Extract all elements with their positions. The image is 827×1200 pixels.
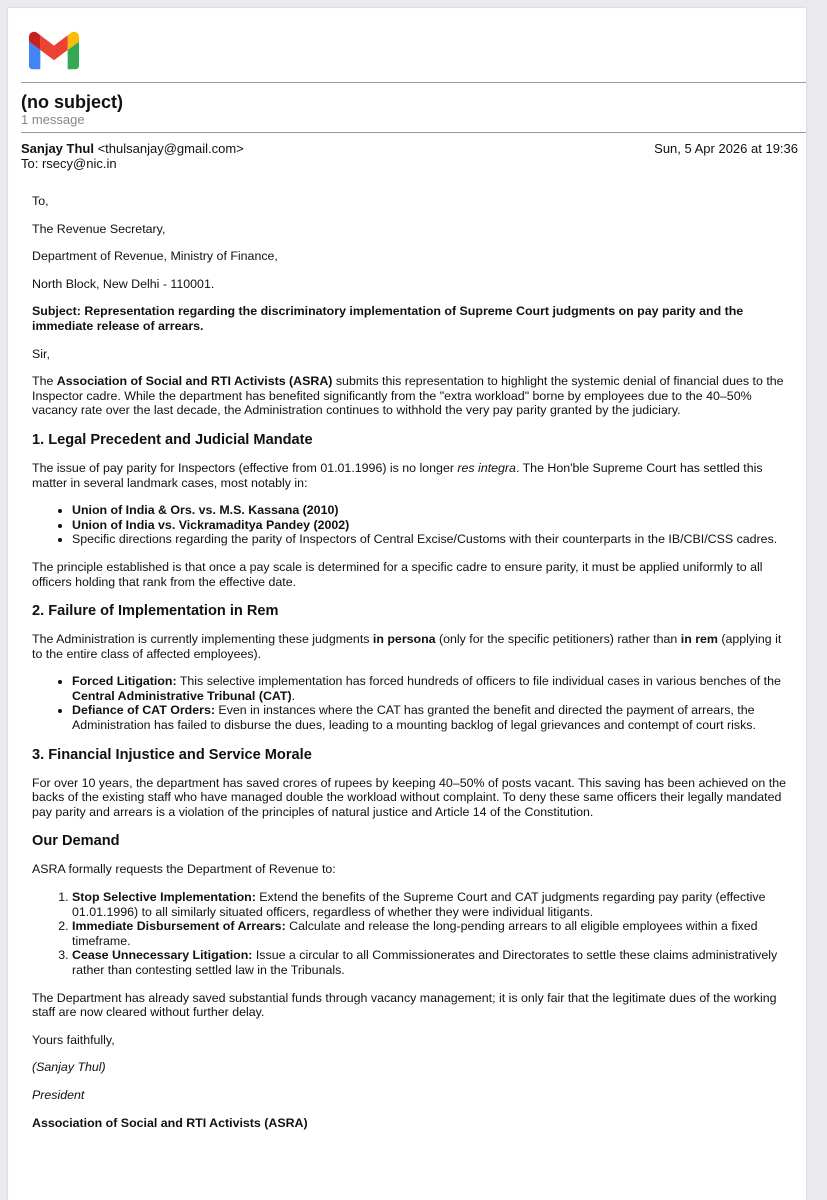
letter-subject-text: Subject: Representation regarding the discriminatory implementation of Supreme Court judgments on pay parity and the immediate release of arrears. [32, 304, 744, 333]
case-name: Union of India & Ors. vs. M.S. Kassana (2010) [72, 503, 339, 518]
signature-title-text: President [32, 1087, 85, 1102]
signature-title [32, 1088, 790, 1103]
signature-org [32, 1116, 790, 1131]
italic-term: res integra [457, 460, 516, 475]
address-line: Department of Revenue, Ministry of Finance, [32, 249, 278, 264]
text: Issue a circular to all Commissionerates and Directorates to settle these claims administratively rather than contesting settled law in the Tribunals. [72, 948, 778, 977]
section-paragraph: The principle established is that once a pay scale is determined for a specific cadre to ensure parity, it must be applied uniformly to all officers holding that rank from the effective date. [32, 559, 763, 589]
list-item [72, 503, 790, 518]
section-heading: 3. Financial Injustice and Service Morale [32, 746, 312, 763]
list-item [72, 518, 790, 533]
issue-list [32, 674, 790, 732]
greeting: Sir, [32, 346, 50, 361]
text: The issue of pay parity for Inspectors (effective from 01.01.1996) is no longer [32, 460, 458, 475]
salutation-to: To, [32, 194, 49, 208]
list-item [72, 919, 790, 948]
case-list [32, 503, 790, 547]
text: (only for the specific petitioners) rather than [435, 632, 681, 647]
valediction: Yours faithfully, [32, 1032, 115, 1047]
text: submits this representation to highlight the systemic denial of financial dues to the Inspector cadre. While the department has benefited significantly from the "extra workload" borne by employees due to the 40–50% vacancy rate over the last decade, the Administration continues to withhold the very pay parity granted by the judiciary. [32, 374, 784, 418]
text: Extend the benefits of the Supreme Court and CAT judgments regarding pay parity (effective 01.01.1996) to all similarly situated officers, regardless of whether they were individual litigants. [72, 890, 766, 919]
list-item [72, 674, 790, 703]
text: The [32, 374, 57, 389]
org-name: Association of Social and RTI Activists (ASRA) [56, 374, 333, 389]
section-heading: 2. Failure of Implementation in Rem [32, 603, 279, 620]
message-count: 1 message [21, 112, 85, 127]
divider [21, 82, 806, 83]
email-print-page [8, 8, 806, 1200]
bold-term: in persona [372, 632, 436, 647]
demand-list [32, 890, 790, 978]
item-label: Defiance of CAT Orders: [72, 703, 215, 718]
address-line: North Block, New Delhi - 110001. [32, 276, 215, 291]
list-item [72, 890, 790, 919]
letter-subject [32, 304, 790, 333]
text: Even in instances where the CAT has granted the benefit and directed the payment of arrears, the Administration has failed to disburse the dues, leading to a mounting backlog of legal grievances and contempt of court risks. [72, 703, 756, 733]
intro-paragraph [32, 374, 790, 418]
section-paragraph [32, 632, 790, 661]
gmail-logo-icon [29, 30, 79, 70]
section-paragraph: ASRA formally requests the Department of Revenue to: [32, 862, 336, 877]
text: This selective implementation has forced hundreds of officers to file individual cases in various benches of the [176, 674, 781, 689]
text: (applying it to the entire class of affected employees). [32, 632, 782, 661]
text: The Administration is currently implementing these judgments [32, 632, 373, 647]
divider [21, 132, 806, 133]
sender [21, 141, 244, 156]
section-paragraph: For over 10 years, the department has saved crores of rupees by keeping 40–50% of posts vacant. This saving has been achieved on the backs of the existing staff who have managed double the workload without complaint. To deny these same officers their legally mandated pay parity and arrears is a violation of the principles of natural justice and Article 14 of the Constitution. [32, 775, 786, 819]
recipient: To: rsecy@nic.in [21, 156, 117, 171]
signature-name-text: (Sanjay Thul) [32, 1060, 106, 1075]
address-line: The Revenue Secretary, [32, 221, 166, 236]
item-label: Cease Unnecessary Litigation: [72, 948, 253, 963]
list-item: • Specific directions regarding the parity of Inspectors of Central Excise/Customs with their counterparts in the IB/CBI/CSS cadres. [72, 532, 790, 547]
list-item [72, 948, 790, 977]
email-body [32, 194, 790, 1143]
item-label: Forced Litigation: [72, 674, 177, 689]
bold-term: in rem [680, 632, 718, 647]
section-heading: 1. Legal Precedent and Judicial Mandate [32, 431, 313, 448]
case-name: Union of India vs. Vickramaditya Pandey (2002) [72, 517, 350, 532]
section-heading: Our Demand [32, 833, 120, 850]
sender-name: Sanjay Thul [21, 141, 94, 156]
email-subject: (no subject) [21, 92, 123, 112]
bold-term: Central Administrative Tribunal (CAT) [72, 688, 292, 703]
text: . The Hon'ble Supreme Court has settled this matter in several landmark cases, most notably in: [32, 460, 763, 490]
item-label: Immediate Disbursement of Arrears: [72, 919, 286, 934]
signature-name [32, 1060, 790, 1075]
item-label: Stop Selective Implementation: [72, 890, 256, 905]
signature-org-text: Association of Social and RTI Activists (ASRA) [32, 1115, 308, 1130]
closing-paragraph: The Department has already saved substantial funds through vacancy management; it is only fair that the legitimate dues of the working staff are now cleared without further delay. [32, 990, 777, 1020]
text: . [291, 688, 296, 703]
email-date: Sun, 5 Apr 2026 at 19:36 [654, 141, 798, 156]
text: Calculate and release the long-pending arrears to all eligible employees within a fixed timeframe. [72, 919, 758, 948]
section-paragraph [32, 461, 790, 490]
list-item [72, 703, 790, 732]
sender-email: <thulsanjay@gmail.com> [97, 141, 244, 156]
